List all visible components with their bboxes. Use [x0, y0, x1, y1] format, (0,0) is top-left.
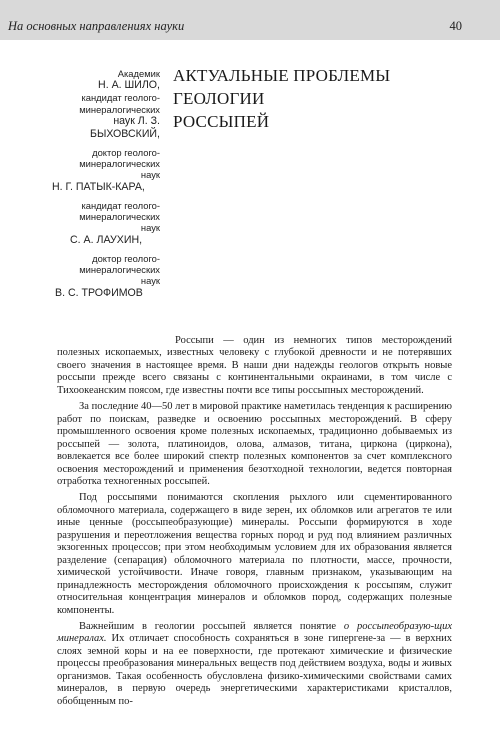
- title-line: АКТУАЛЬНЫЕ ПРОБЛЕМЫ: [173, 66, 391, 85]
- page-number: 40: [449, 19, 462, 33]
- paragraph: Под россыпями понимаются скопления рыхлого или сцементированного обломочного материала, содержащего в виде зерен, их обломков или агрегатов те или иные ценные (россыпеобразующие) минералы. Россыпи формируются в ходе разрушения и переотложения вещества горных пород и руд под влиянием различных экзогенных процессов; при этом необходимым условием для их образования является разделение (сепарация) обломочного материала по плотности, массе, прочности, химической устойчивости. Иначе говоря, главным признаком, указывающим на принадлежность месторождения обломочного происхождения к россыпям, служит относительная концентрация минералов и обломков пород, содержащих полезные компоненты.: [57, 492, 452, 616]
- author-name: Н. А. ШИЛО,: [98, 79, 160, 92]
- article-title: [173, 64, 413, 133]
- paragraph: Россыпи — один из немногих типов месторождений полезных ископаемых, известных человеку с глубокой древности и не потерявших своего значения в настоящее время. В наши дни надежды геологов открыть новые россыпи прежде всего связаны с континентальными окраинами, в том числе с Тихоокеанским поясом, где известны почти все типы россыпных месторождений.: [57, 335, 452, 396]
- author-line: минералогических: [79, 103, 160, 115]
- paragraph: За последние 40—50 лет в мировой практике наметилась тенденция к расширению работ по поискам, разведке и освоению россыпных месторождений. В сферу промышленного освоения кроме полезных ископаемых, традиционно добываемых из россыпей — золота, платиноидов, олова, алмазов, титана, циркона (циркона), вовлекается все более широкий спектр полезных компонентов за счет комплексного освоения месторождений и применения безотходной технологии, ведется повторная отработка техногенных россыпей.: [57, 401, 452, 487]
- article-body: [57, 335, 452, 712]
- authors-block: [40, 68, 160, 300]
- author-line: наук: [140, 169, 160, 181]
- author-line: кандидат геолого-: [81, 199, 160, 211]
- emphasis-text: о россыпеобразую-щих минералах.: [57, 620, 452, 645]
- author-line: доктор геолого-: [92, 252, 160, 264]
- title-line: ГЕОЛОГИИ: [173, 89, 265, 108]
- author-name: В. С. ТРОФИМОВ: [55, 286, 143, 299]
- author-line: наук Л. З.: [113, 114, 160, 127]
- running-head: На основных направлениях науки: [8, 19, 185, 33]
- author-line: минералогических: [79, 263, 160, 275]
- author-name: С. А. ЛАУХИН,: [70, 233, 143, 246]
- author-line: кандидат геолого-: [81, 92, 160, 104]
- author-line: Академик: [117, 68, 160, 79]
- title-line: РОССЫПЕЙ: [173, 112, 270, 131]
- author-line: минералогических: [79, 211, 160, 223]
- author-line: доктор геолого-: [92, 146, 160, 158]
- paragraph: [57, 621, 452, 708]
- author-line: наук: [140, 275, 160, 287]
- author-name: БЫХОВСКИЙ,: [90, 127, 160, 140]
- author-line: наук: [140, 222, 160, 234]
- author-name: Н. Г. ПАТЫК-КАРА,: [52, 180, 145, 193]
- paragraph-text: Их отличает способность сохраняться в зоне гипергене-за — в верхних слоях земной коры и на ее поверхности, где протекают химические и физические процессы преобразования минеральных веществ под действием воздуха, воды и живых организмов. Такая особенность обусловлена физико-химическими свойствами самих минералов, в первую очередь энергетическими характеристиками кристаллов, обобщенным по-: [57, 633, 452, 707]
- paragraph-text: Важнейшим в геологии россыпей является понятие: [79, 620, 344, 632]
- author-line: минералогических: [79, 158, 160, 170]
